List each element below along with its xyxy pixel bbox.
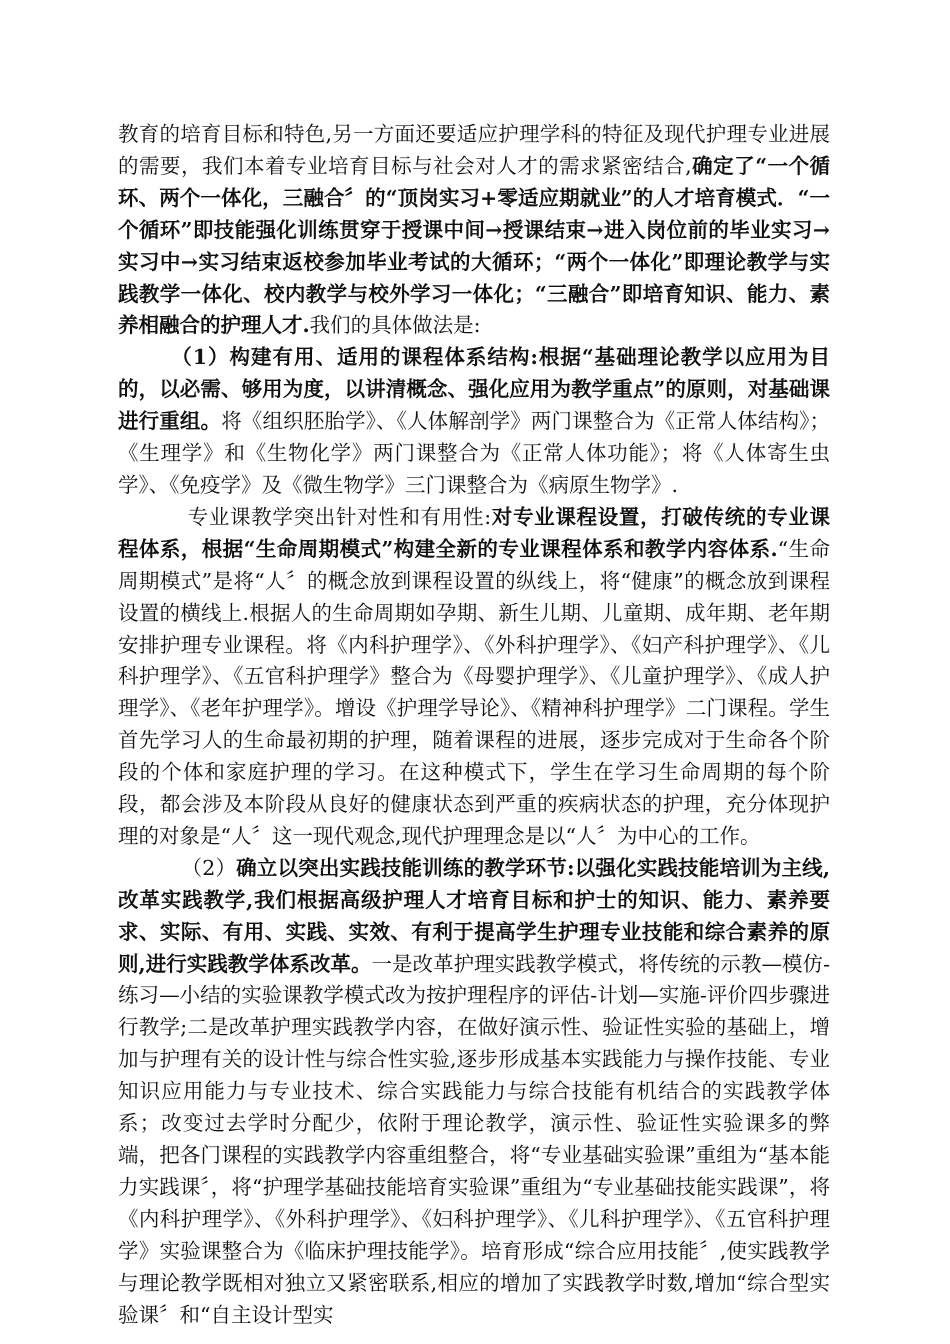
text-run: 我们的具体做法是: — [309, 313, 481, 338]
text-run: “生命周期模式”是将“人〞的概念放到课程设置的纵线上，将“健康”的概念放到课程设置的横线上.根据人的生命周期如孕期、新生儿期、儿童期、成年期、老年期安排护理专业课程。将《内科护理学》、《外科护理学》、《妇产科护理学》、《儿科护理学》、《五官科护理学》整合为《母婴护理学》、《儿童护理学》、《成人护理学》、《老年护理学》。增设《护理学导论》、《精神科护理学》二门课程。学生首先学习人的生命最初期的护理，随着课程的进展，逐步完成对于生命各个阶段的个体和家庭护理的学习。在这种模式下，学生在学习生命周期的每个阶段，都会涉及本阶段从良好的健康状态到严重的疾病状态的护理，充分体现护理的对象是“人〞这一现代观念,现代护理理念是以“人〞为中心的工作。 — [118, 536, 831, 848]
text-run-bold: 确立以突出实践技能训练的教学环节:以强化实践技能培训为主线,改革实践教学,我们根据高级护理人才培育目标和护士的知识、能力、素养要求、实际、有用、实践、实效、有利于提高学生护理专业技能和综合素养的原则,进行实践教学体系改革。 — [118, 855, 830, 976]
text-run: 教育的培育目标和特色,另一方面还要适应护理学科的特征及现代护理专业进展的需要，我们本着专业培育目标与社会对人才的需求紧密结合, — [118, 122, 830, 178]
paragraph-professional-courses — [118, 502, 830, 853]
text-run: 一是改革护理实践教学模式，将传统的示教—模仿-练习—小结的实验课教学模式改为按护理程序的评估-计划—实施-评价四步骤进行教学;二是改革护理实践教学内容，在做好演示性、验证性实验的基础上，增加与护理有关的设计性与综合性实验,逐步形成基本实践能力与操作技能、专业知识应用能力与专业技术、综合实践能力与综合技能有机结合的实践教学体系；改变过去学时分配少，依附于理论教学，演示性、验证性实验课多的弊端，把各门课程的实践教学内容重组整合，将“专业基础实验课”重组为“基本能力实践课〞，将“护理学基础技能培育实验课”重组为“专业基础技能实践课”，将《内科护理学》、《外科护理学》、《妇科护理学》、《儿科护理学》、《五官科护理学》实验课整合为《临床护理技能学》。培育形成“综合应用技能〞,使实践教学与理论教学既相对独立又紧密联系,相应的增加了实践教学时数,增加“综合型实验课〞和“自主设计型实 — [118, 951, 830, 1327]
text-run-bold: 对专业课程设置，打破传统的专业课程体系，根据“生命周期模式”构建全新的专业课程体系和教学内容体系. — [118, 504, 831, 561]
text-run: 专业课教学突出针对性和有用性: — [187, 504, 492, 529]
text-run: 将《组织胚胎学》、《人体解剖学》两门课整合为《正常人体结构》；《生理学》和《生物化学》两门课整合为《正常人体功能》；将《人体寄生虫学》、《免疫学》及《微生物学》三门课整合为《病原生物学》. — [118, 409, 831, 497]
paragraph-training-model — [118, 119, 830, 342]
paragraph-practice-teaching — [118, 853, 830, 1332]
document-body — [118, 119, 830, 1331]
text-run-bold: （1）构建有用、适用的课程体系结构:根据“基础理论教学以应用为目的，以必需、够用为度，以讲清概念、强化应用为教学重点”的原则，对基础课进行重组。 — [118, 345, 830, 434]
paragraph-curriculum-structure — [118, 342, 830, 502]
text-run-bold: 确定了“一个循环、两个一体化，三融合〞的“顶岗实习+零适应期就业”的人才培育模式．“一个循环”即技能强化训练贯穿于授课中间→授课结束→进入岗位前的毕业实习→实习中→实习结束返校参加毕业考试的大循环；“两个一体化”即理论教学与实践教学一体化、校内教学与校外学习一体化；“三融合”即培育知识、能力、素养相融合的护理人才. — [118, 153, 831, 338]
text-run: （2） — [181, 855, 237, 880]
